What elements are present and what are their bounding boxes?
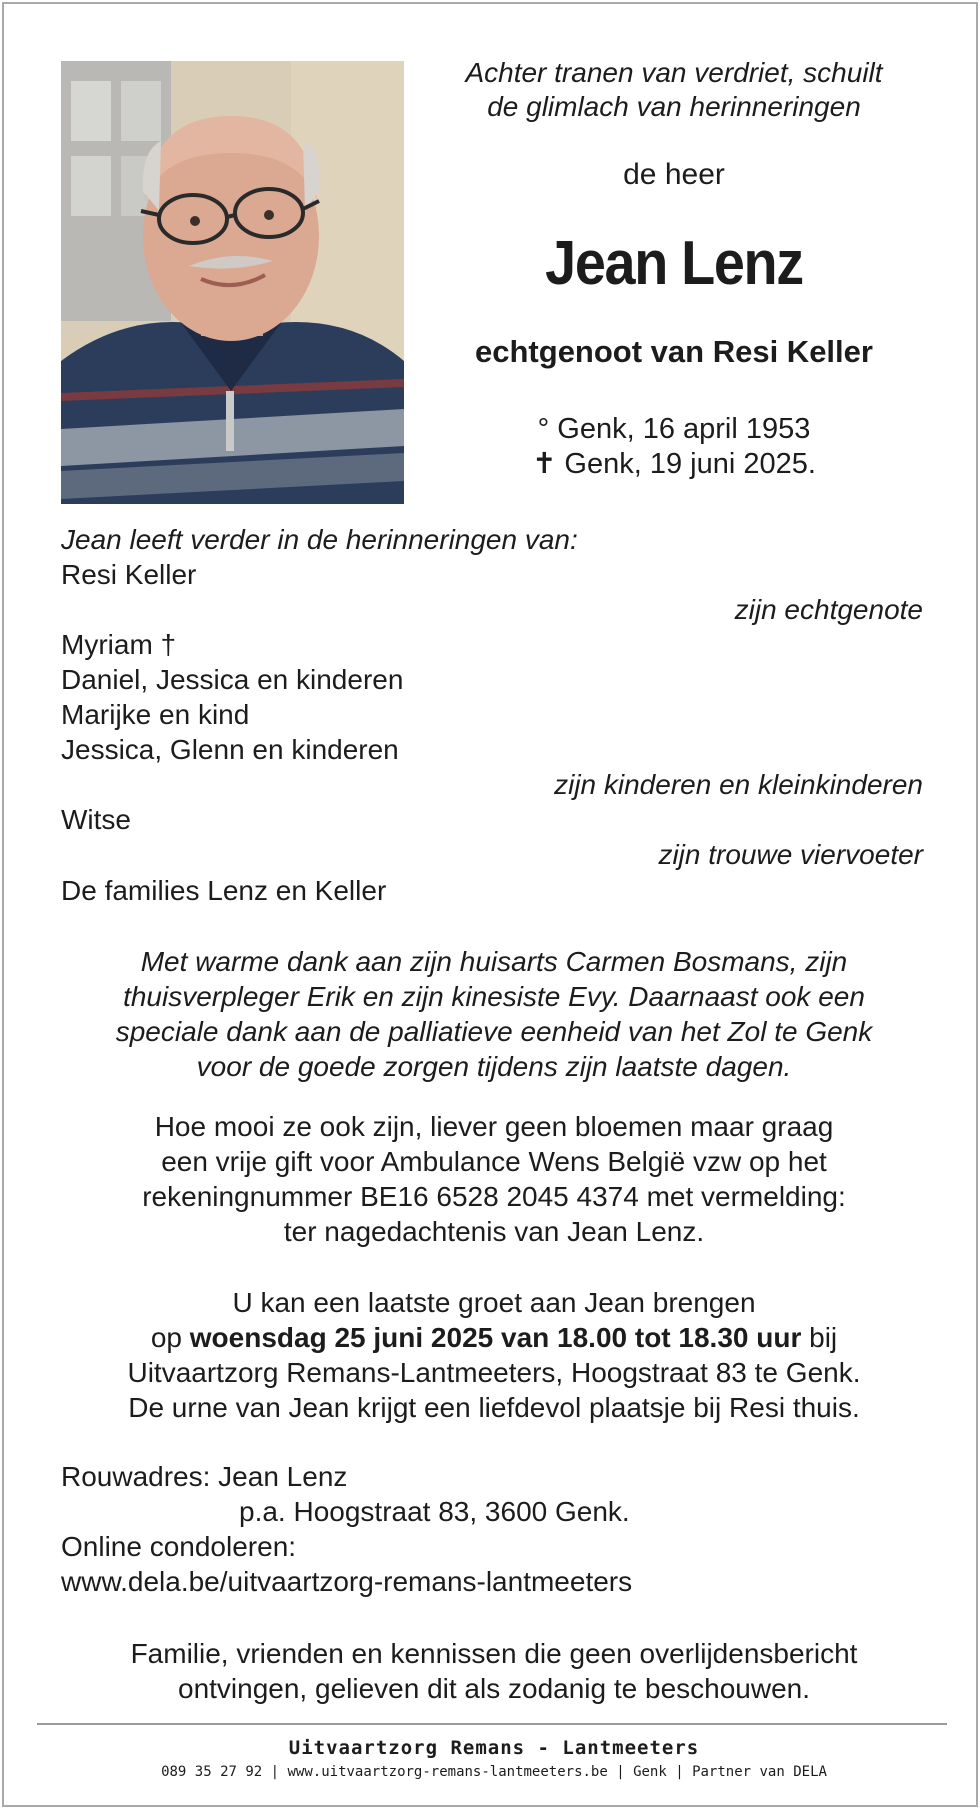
birth-date: ° Genk, 16 april 1953 (537, 413, 811, 445)
family-intro: Jean leeft verder in de herinneringen van: (61, 524, 578, 555)
family-role: zijn trouwe viervoeter (658, 839, 923, 870)
address-label: Rouwadres: Jean Lenz (61, 1461, 348, 1492)
address-street: p.a. Hoogstraat 83, 3600 Genk. (239, 1496, 630, 1527)
visit-text: op (150, 1322, 190, 1353)
visit-line: U kan een laatste groet aan Jean brengen (232, 1287, 756, 1318)
visit-line: De urne van Jean krijgt een liefdevol plaatsje bij Resi thuis. (128, 1392, 860, 1423)
closing-line: Familie, vrienden en kennissen die geen overlijdensbericht (130, 1638, 858, 1669)
donation-line: een vrije gift voor Ambulance Wens België vzw op het (161, 1146, 827, 1177)
thanks-paragraph (44, 944, 944, 1084)
donation-paragraph (44, 1109, 944, 1249)
portrait-photo (61, 61, 404, 504)
deceased-name: Jean Lenz (545, 229, 803, 298)
thanks-line: Met warme dank aan zijn huisarts Carmen Bosmans, zijn (140, 946, 848, 977)
family-role: zijn echtgenote (734, 594, 923, 625)
family-member: Resi Keller (61, 559, 197, 590)
family-role: zijn kinderen en kleinkinderen (554, 769, 923, 800)
family-member: De families Lenz en Keller (61, 875, 387, 906)
donation-line: ter nagedachtenis van Jean Lenz. (283, 1216, 705, 1247)
life-dates (424, 412, 924, 482)
family-member: Marijke en kind (61, 699, 250, 730)
closing-line: ontvingen, gelieven dit als zodanig te beschouwen. (178, 1673, 810, 1704)
visit-datetime: woensdag 25 juni 2025 van 18.00 tot 18.30 uur (189, 1322, 802, 1353)
online-url-link[interactable]: www.dela.be/uitvaartzorg-remans-lantmeeters (61, 1566, 633, 1597)
quote-line: Achter tranen van verdriet, schuilt (465, 57, 883, 88)
family-member: Daniel, Jessica en kinderen (61, 664, 404, 695)
thanks-line: voor de goede zorgen tijdens zijn laatste dagen. (196, 1051, 792, 1082)
obituary-card (2, 2, 978, 1807)
closing-paragraph (44, 1636, 944, 1706)
thanks-line: speciale dank aan de palliatieve eenheid van het Zol te Genk (115, 1016, 873, 1047)
portrait-illustration (61, 61, 404, 504)
family-member: Jessica, Glenn en kinderen (61, 734, 399, 765)
donation-line: Hoe mooi ze ook zijn, liever geen bloemen maar graag (154, 1111, 834, 1142)
visit-line-time (44, 1320, 944, 1355)
memorial-quote (424, 56, 924, 124)
online-label: Online condoleren: (61, 1531, 297, 1562)
thanks-line: thuisverpleger Erik en zijn kinesiste Evy. Daarnaast ook een (123, 981, 865, 1012)
footer-divider (37, 1723, 947, 1725)
visitation-paragraph (44, 1285, 944, 1425)
visit-line: Uitvaartzorg Remans-Lantmeeters, Hoogstraat 83 te Genk. (127, 1357, 861, 1388)
family-member: Myriam † (61, 629, 177, 660)
honorific: de heer (623, 158, 725, 191)
footer-company: Uitvaartzorg Remans - Lantmeeters (288, 1737, 700, 1759)
quote-line: de glimlach van herinneringen (487, 91, 861, 122)
spouse-line: echtgenoot van Resi Keller (475, 334, 873, 369)
donation-line: rekeningnummer BE16 6528 2045 4374 met vermelding: (142, 1181, 846, 1212)
family-member: Witse (61, 804, 131, 835)
death-date: ✝ Genk, 19 juni 2025. (532, 448, 816, 480)
visit-text: bij (801, 1322, 838, 1353)
footer-contact: 089 35 27 92 | www.uitvaartzorg-remans-lantmeeters.be | Genk | Partner van DELA (161, 1764, 827, 1780)
